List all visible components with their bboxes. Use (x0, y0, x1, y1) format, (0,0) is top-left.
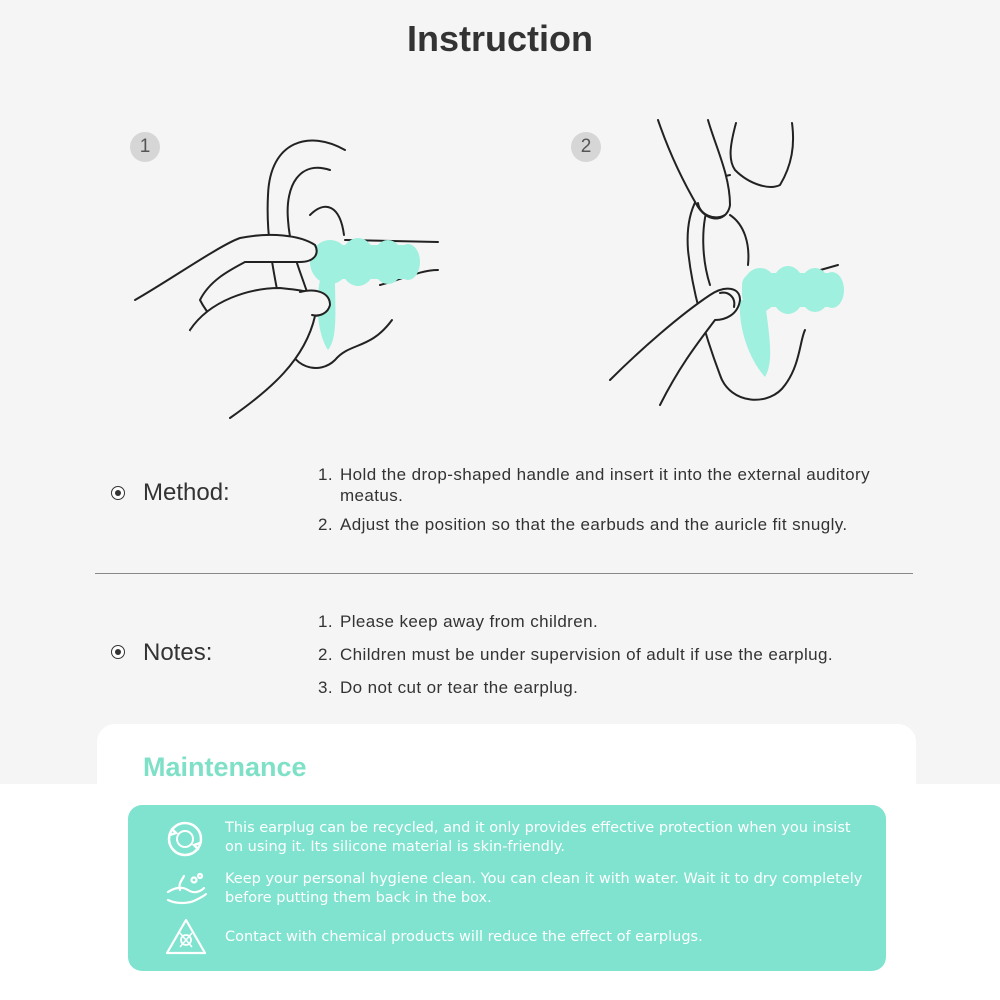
maintenance-row-recycle (128, 817, 886, 857)
notes-item-2-number: 2. (318, 645, 333, 664)
wash-hands-icon (164, 870, 208, 908)
notes-list (318, 611, 833, 698)
recycle-icon (164, 819, 206, 859)
notes-item-1-number: 1. (318, 612, 333, 631)
method-bullet-icon (111, 486, 125, 500)
method-label: Method: (143, 479, 230, 506)
notes-item-3-text: Do not cut or tear the earplug. (340, 678, 579, 697)
step-2-badge: 2 (571, 132, 601, 162)
method-item-1 (318, 464, 900, 506)
notes-item-3 (318, 677, 833, 698)
chemical-warning-icon (164, 917, 208, 957)
maintenance-text-chemical: Contact with chemical products will reduce the effect of earplugs. (225, 929, 703, 945)
maintenance-row-hygiene (128, 868, 886, 908)
method-item-2-text: Adjust the position so that the earbuds and the auricle fit snugly. (340, 515, 848, 534)
page-title: Instruction (407, 18, 593, 59)
notes-item-2 (318, 644, 833, 665)
notes-bullet-icon (111, 645, 125, 659)
notes-item-1-text: Please keep away from children. (340, 612, 599, 631)
method-item-2-number: 2. (318, 515, 333, 534)
section-divider (95, 573, 913, 574)
notes-item-2-text: Children must be under supervision of adult if use the earplug. (340, 645, 833, 664)
notes-item-1 (318, 611, 833, 632)
step-1-illustration (130, 120, 450, 430)
maintenance-title: Maintenance (143, 752, 307, 782)
maintenance-box (128, 805, 886, 971)
step-1-badge: 1 (130, 132, 160, 162)
step-2-illustration (600, 115, 850, 415)
notes-label: Notes: (143, 639, 213, 666)
maintenance-text-recycle: This earplug can be recycled, and it only provides effective protection when you insist on using it. Its silicone material is skin-friendly. (225, 820, 851, 855)
method-item-1-text: Hold the drop-shaped handle and insert it into the external auditory meatus. (340, 465, 870, 505)
maintenance-text-hygiene: Keep your personal hygiene clean. You can clean it with water. Wait it to dry completely before putting them back in the box. (225, 871, 863, 906)
method-item-1-number: 1. (318, 465, 333, 484)
method-item-2 (318, 514, 900, 535)
notes-item-3-number: 3. (318, 678, 333, 697)
method-list (318, 464, 900, 535)
maintenance-row-chemical (128, 917, 886, 957)
